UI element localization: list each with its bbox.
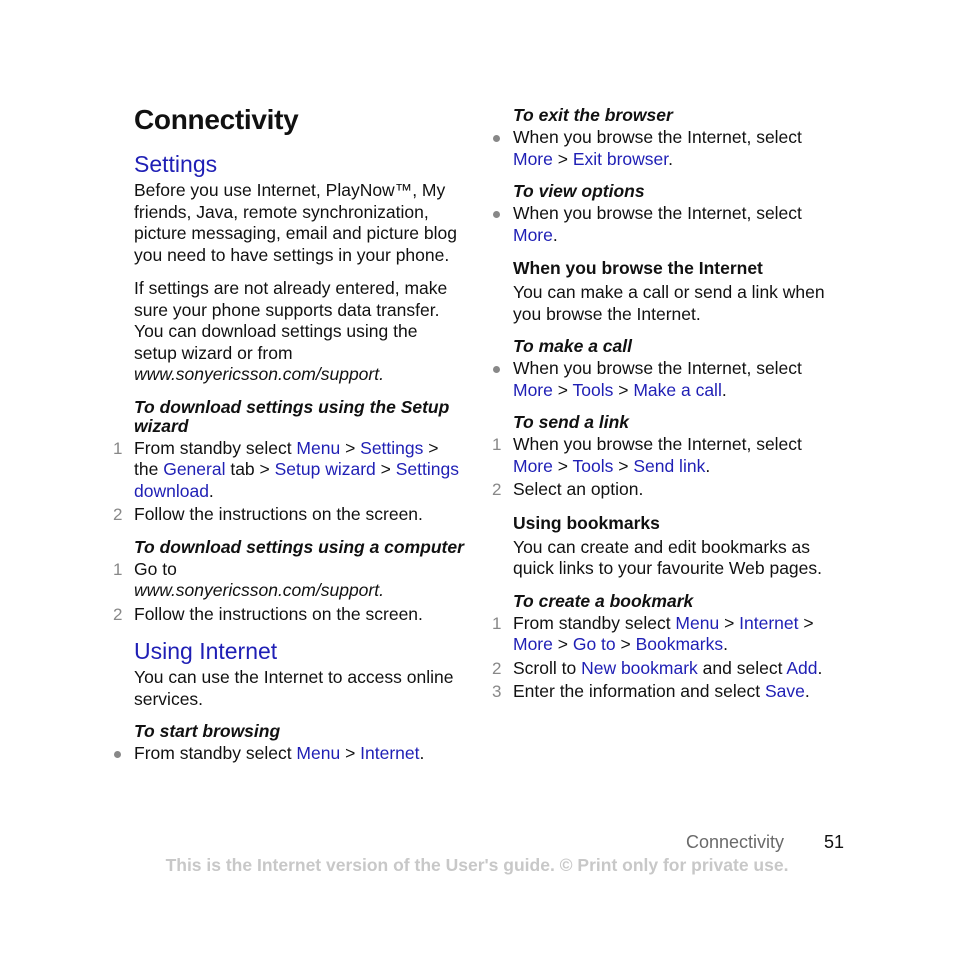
new-bookmark-link[interactable]: New bookmark — [581, 657, 698, 678]
step-item: 1 Go to www.sonyericsson.com/support. — [113, 558, 384, 600]
step-number: 1 — [492, 613, 502, 633]
step-number: 2 — [113, 604, 123, 624]
menu-link[interactable]: Menu — [296, 743, 341, 763]
bullet-icon — [114, 751, 121, 758]
task-title-exit-browser: To exit the browser — [513, 105, 673, 125]
task-title-create-bookmark: To create a bookmark — [513, 590, 694, 611]
make-call-link[interactable]: Make a call — [633, 379, 722, 400]
save-link[interactable]: Save — [764, 681, 805, 701]
exit-browser-link[interactable]: Exit browser — [572, 148, 669, 169]
page-title: Connectivity — [134, 104, 299, 135]
step-item: 2 Scroll to New bookmark and select Add. — [492, 657, 823, 678]
task-title-view-options: To view options — [513, 181, 645, 201]
left-column — [113, 100, 464, 777]
settings-paragraph-1: Before you use Internet, PlayNow™, My friends, Java, remote synchronization, picture messaging, email and picture blog you need to have settings in your phone. — [134, 180, 457, 265]
settings-heading: Settings — [134, 151, 218, 177]
browse-paragraph: You can make a call or send a link when you browse the Internet. — [513, 282, 825, 324]
tools-link[interactable]: Tools — [572, 455, 614, 476]
using-internet-heading: Using Internet — [134, 638, 278, 664]
menu-link[interactable]: Menu — [675, 612, 720, 633]
step-number: 2 — [492, 658, 502, 678]
bullet-icon — [493, 366, 500, 373]
step-number: 1 — [113, 438, 123, 458]
browse-subheading: When you browse the Internet — [513, 258, 763, 278]
support-url: www.sonyericsson.com/support. — [134, 580, 384, 600]
step-number: 3 — [492, 682, 502, 701]
bullets-start-browsing — [134, 743, 464, 765]
task-title-make-call: To make a call — [513, 336, 632, 356]
task-title-computer: To download settings using a computer — [134, 536, 464, 557]
step-item: 1 From standby select Menu > Internet > More > Go to > Bookmarks. — [492, 612, 814, 654]
bullet-item: When you browse the Internet, select More > Tools > Make a call. — [513, 358, 843, 401]
general-link[interactable]: General — [163, 459, 226, 479]
setup-wizard-link[interactable]: Setup wizard — [274, 459, 376, 479]
menu-link[interactable]: Menu — [296, 437, 341, 458]
more-link[interactable]: More — [513, 224, 553, 245]
step-item: 1 From standby select Menu > Settings > the General tab > Setup wizard > Settings download. — [113, 437, 459, 501]
bullets-make-call — [513, 358, 843, 401]
steps-computer — [113, 558, 464, 626]
bookmarks-subheading: Using bookmarks — [513, 512, 660, 533]
step-item: 1 When you browse the Internet, select More > Tools > Send link. — [492, 434, 802, 476]
step-item: 2 Follow the instructions on the screen. — [113, 603, 423, 624]
step-number: 2 — [113, 505, 123, 524]
step-item: 3 Enter the information and select Save. — [492, 681, 810, 701]
more-link[interactable]: More — [513, 455, 553, 476]
bullet-item: When you browse the Internet, select More > Exit browser. — [513, 127, 843, 170]
step-item: 2 Follow the instructions on the screen. — [113, 504, 423, 524]
support-url: www.sonyericsson.com/support. — [134, 364, 384, 384]
steps-send-link — [492, 434, 843, 501]
bookmarks-link[interactable]: Bookmarks — [635, 634, 724, 654]
step-number: 1 — [492, 435, 502, 454]
step-number: 1 — [113, 559, 123, 579]
settings-paragraph-2: If settings are not already entered, make sure your phone supports data transfer. You can download settings using the setup wizard or from www.sonyericsson.com/support. — [134, 278, 448, 384]
send-link-link[interactable]: Send link — [633, 455, 706, 476]
task-title-start-browsing: To start browsing — [134, 721, 281, 741]
more-link[interactable]: More — [513, 379, 553, 400]
copyright-notice: This is the Internet version of the User's guide. © Print only for private use. — [165, 855, 789, 875]
footer-section-name: Connectivity — [686, 832, 785, 852]
bullet-icon — [493, 211, 500, 218]
bullet-icon — [493, 135, 500, 142]
more-link[interactable]: More — [513, 634, 553, 654]
tools-link[interactable]: Tools — [572, 379, 614, 400]
task-title-setup-wizard: To download settings using the Setup wizard — [134, 396, 450, 436]
bullet-item: From standby select Menu > Internet. — [134, 743, 464, 765]
internet-link[interactable]: Internet — [739, 612, 799, 633]
bullets-exit-browser — [513, 127, 843, 170]
step-number: 2 — [492, 480, 502, 499]
bullet-item: When you browse the Internet, select More. — [513, 203, 843, 246]
settings-link[interactable]: Settings — [360, 437, 424, 458]
bullets-view-options — [513, 203, 843, 246]
right-column — [492, 105, 843, 715]
using-internet-paragraph: You can use the Internet to access online services. — [134, 667, 454, 709]
settings-download-link[interactable]: Settings download — [134, 459, 459, 501]
go-to-link[interactable]: Go to — [572, 634, 616, 654]
steps-create-bookmark — [492, 612, 843, 703]
internet-link[interactable]: Internet — [360, 743, 420, 763]
step-item: 2 Select an option. — [492, 479, 644, 499]
steps-setup-wizard — [113, 437, 464, 526]
page-number: 51 — [824, 832, 845, 852]
more-link[interactable]: More — [513, 148, 553, 169]
task-title-send-link: To send a link — [513, 412, 630, 432]
add-link[interactable]: Add — [786, 657, 818, 678]
bookmarks-paragraph: You can create and edit bookmarks as quick links to your favourite Web pages. — [513, 536, 823, 578]
